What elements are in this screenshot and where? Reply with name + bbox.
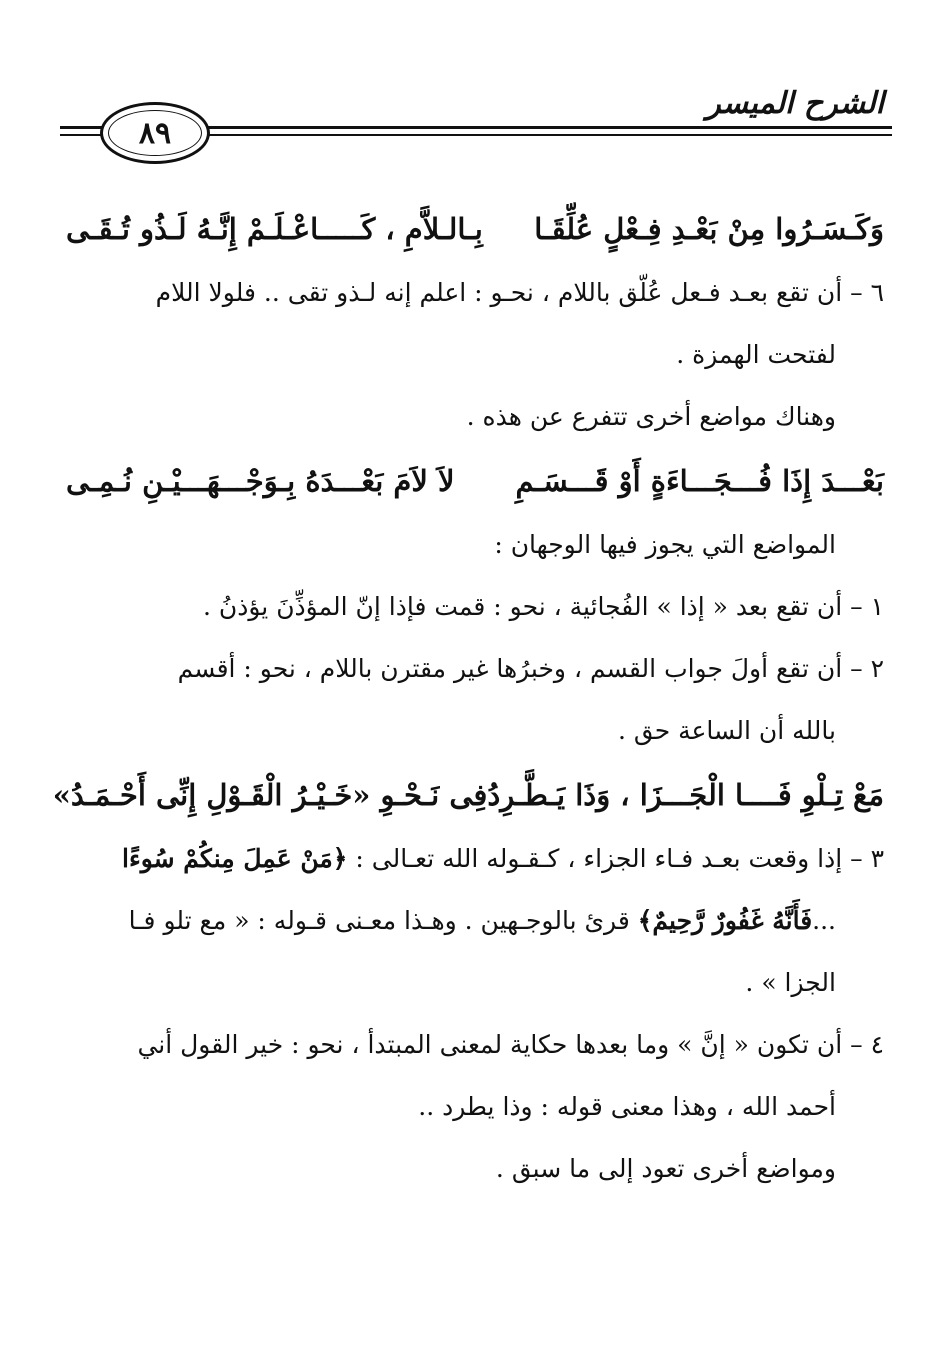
page-body <box>52 196 884 1200</box>
paragraph-note: ومواضع أخرى تعود إلى ما سبق . <box>495 1154 836 1183</box>
quran-quote: فَأَنَّهُ غَفُورٌ رَّحِيمٌ﴾ <box>637 906 813 935</box>
paragraph-continuation: الجزا » . <box>745 968 836 997</box>
paragraph-item-3: ٣ – إذا وقعت بعـد فـاء الجزاء ، كـقـوله الله تعـالى : ﴿مَنْ عَمِلَ مِنكُمْ سُوءًا ...فَأَنَّهُ غَفُورٌ رَّحِيمٌ﴾ قرئ بالوجـهين . وهـذا معـنى قـوله : « مع تلو فـا الجزا » . <box>122 844 884 997</box>
verse-line <box>52 762 884 828</box>
verse-hemistich-right: مَعْ تِـلْوِ فَــــا الْجَـــزَا ، وَذَا يَـطَّـرِدُ <box>487 778 884 812</box>
paragraph-note: وهناك مواضع أخرى تتفرع عن هذه . <box>466 402 836 431</box>
ellipsis: ... <box>812 906 836 935</box>
verse-hemistich-left: بِـالـلاَّمِ ، كَـــــاعْـلَـمْ إِنَّـهُ لَـذُو تُـقَـى <box>66 212 483 246</box>
verse-line <box>66 448 884 514</box>
page-number <box>100 102 210 164</box>
section-heading: المواضع التي يجوز فيها الوجهان : <box>494 530 836 559</box>
verse-hemistich-left: لاَ لاَمَ بَعْـــدَهُ بِـوَجْـــهَـــيْـنِ نُـمِـى <box>66 464 455 498</box>
running-title: الشرح الميسر <box>706 86 884 121</box>
verse-hemistich-left: فِى نَـحْـوِ «خَـيْـرُ الْقَـوْلِ إِنِّى أَحْـمَـدُ» <box>52 778 488 812</box>
verse-line <box>66 196 884 262</box>
quran-quote: ﴿مَنْ عَمِلَ مِنكُمْ سُوءًا <box>122 844 348 873</box>
paragraph-continuation: أحمد الله ، وهذا معنى قوله : وذا يطرد .. <box>418 1092 836 1121</box>
paragraph-continuation: بالله أن الساعة حق . <box>617 716 836 745</box>
paragraph-item-1: ١ – أن تقع بعد « إذا » الفُجائية ، نحو : قمت فإذا إنّ المؤذِّنَ يؤذنُ . <box>202 592 884 621</box>
paragraph-item-2: ٢ – أن تقع أولَ جواب القسم ، وخبرُها غير مقترن باللام ، نحو : أقسم بالله أن الساعة حق . <box>177 654 884 745</box>
paragraph-item-6: ٦ – أن تقع بعـد فـعل عُلّق باللام ، نحـو : اعلم إنه لـذو تقى .. فلولا اللام لفتحت الهمزة . <box>155 278 884 369</box>
paragraph-continuation: لفتحت الهمزة . <box>676 340 836 369</box>
page-number-text: ٨٩ <box>138 115 172 151</box>
verse-hemistich-right: وَكَـسَـرُوا مِنْ بَعْـدِ فِـعْلٍ عُلِّقَـا <box>534 212 884 246</box>
page-header <box>60 80 892 170</box>
paragraph-item-4: ٤ – أن تكون « إنَّ » وما بعدها حكاية لمعنى المبتدأ ، نحو : خير القول أني أحمد الله ، وهذا معنى قوله : وذا يطرد .. <box>137 1030 884 1121</box>
verse-hemistich-right: بَعْـــدَ إِذَا فُـــجَـــاءَةٍ أَوْ قَـــسَـمِ <box>515 464 884 498</box>
